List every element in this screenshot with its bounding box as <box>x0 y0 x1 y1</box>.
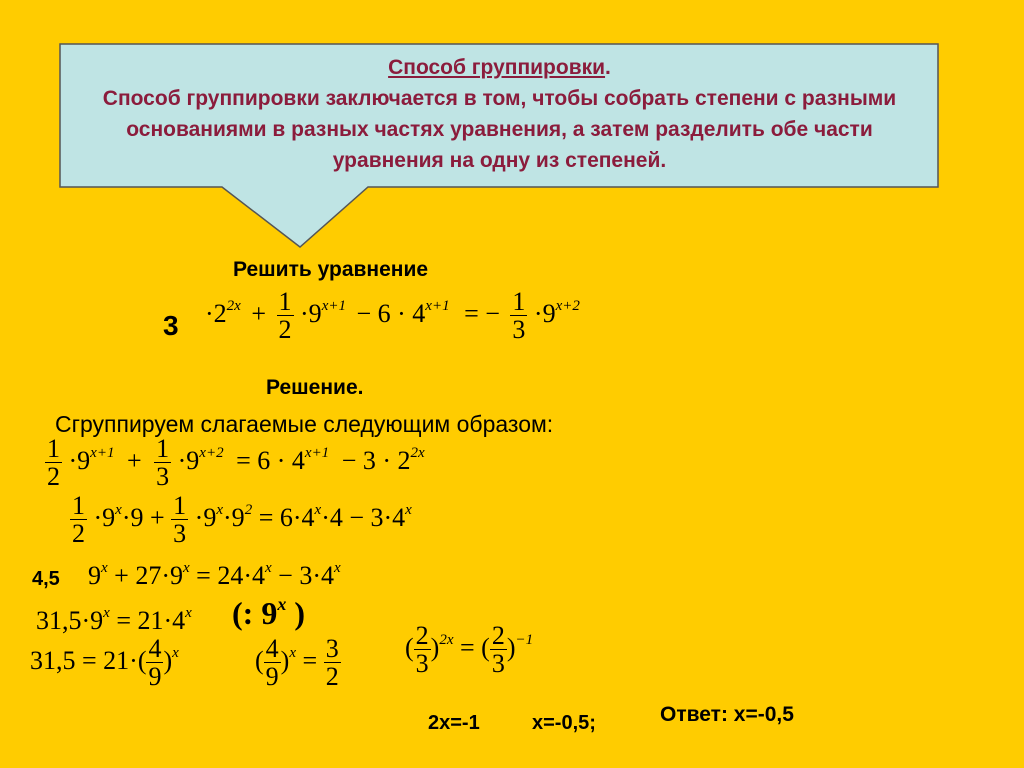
divide-note: (: 9$^x$ ) <box>232 594 305 631</box>
answer: Ответ: х=-0,5 <box>660 703 794 726</box>
result-x: x=-0,5; <box>532 712 596 734</box>
step-6-equation: ( $\frac{4}{9}$ )$^x$ = $\frac{3}{2}$ <box>255 634 339 692</box>
task-number: 3 <box>163 310 179 341</box>
group-text: Сгруппируем слагаемые следующим образом: <box>55 411 554 437</box>
main-equation: $\cdot 2^{2x}$ + $\frac{1}{2}$ $\cdot 9^{x+1} - 6 \cdot 4^{x+1}$ = − $\frac{1}{3}$ $\cdot 9^{x+2}$ <box>205 287 580 345</box>
callout-text-block: Способ группировки. Способ группировки заключается в том, чтобы собрать степени с разными основаниями в разных частях уравнения, а затем разделить обе части уравнения на одну из степеней. <box>62 52 937 176</box>
task-heading: Решить уравнение <box>233 258 429 281</box>
step-5-equation: 31,5 = 21·( $\frac{4}{9}$ )$^x$ <box>30 634 179 692</box>
step-2-equation: $\frac{1}{2}$ $\cdot 9^x\cdot 9$ + $\frac{1}{3}$ $\cdot 9^x\cdot 9^2 = 6\cdot 4^x\cdot 4 - 3\cdot 4^x$ <box>72 491 412 549</box>
step-3-equation: $9^x + 27\cdot 9^x = 24\cdot 4^x - 3\cdot 4^x$ <box>88 560 341 590</box>
callout-body: Способ группировки заключается в том, чтобы собрать степени с разными основаниями в разных частях уравнения, а затем разделить обе части уравнения на одну из степеней. <box>102 87 897 172</box>
solution-label: Решение. <box>266 376 364 399</box>
callout-title: Способ группировки <box>388 56 606 79</box>
step-4-equation: $31,5\cdot 9^x = 21\cdot 4^x$ <box>36 605 192 635</box>
step-1-equation: $\frac{1}{2}$ $\cdot 9^{x+1}$ + $\frac{1}{3}$ $\cdot 9^{x+2} = 6 \cdot 4^{x+1} - 3 \cdot 2^{2x}$ <box>47 434 425 492</box>
step-7-equation: ( $\frac{2}{3}$ )$^{2x}$ = ( $\frac{2}{3}$ )$^{-1}$ <box>405 621 534 679</box>
label-4-5: 4,5 <box>32 568 60 590</box>
result-2x: 2x=-1 <box>428 712 480 734</box>
